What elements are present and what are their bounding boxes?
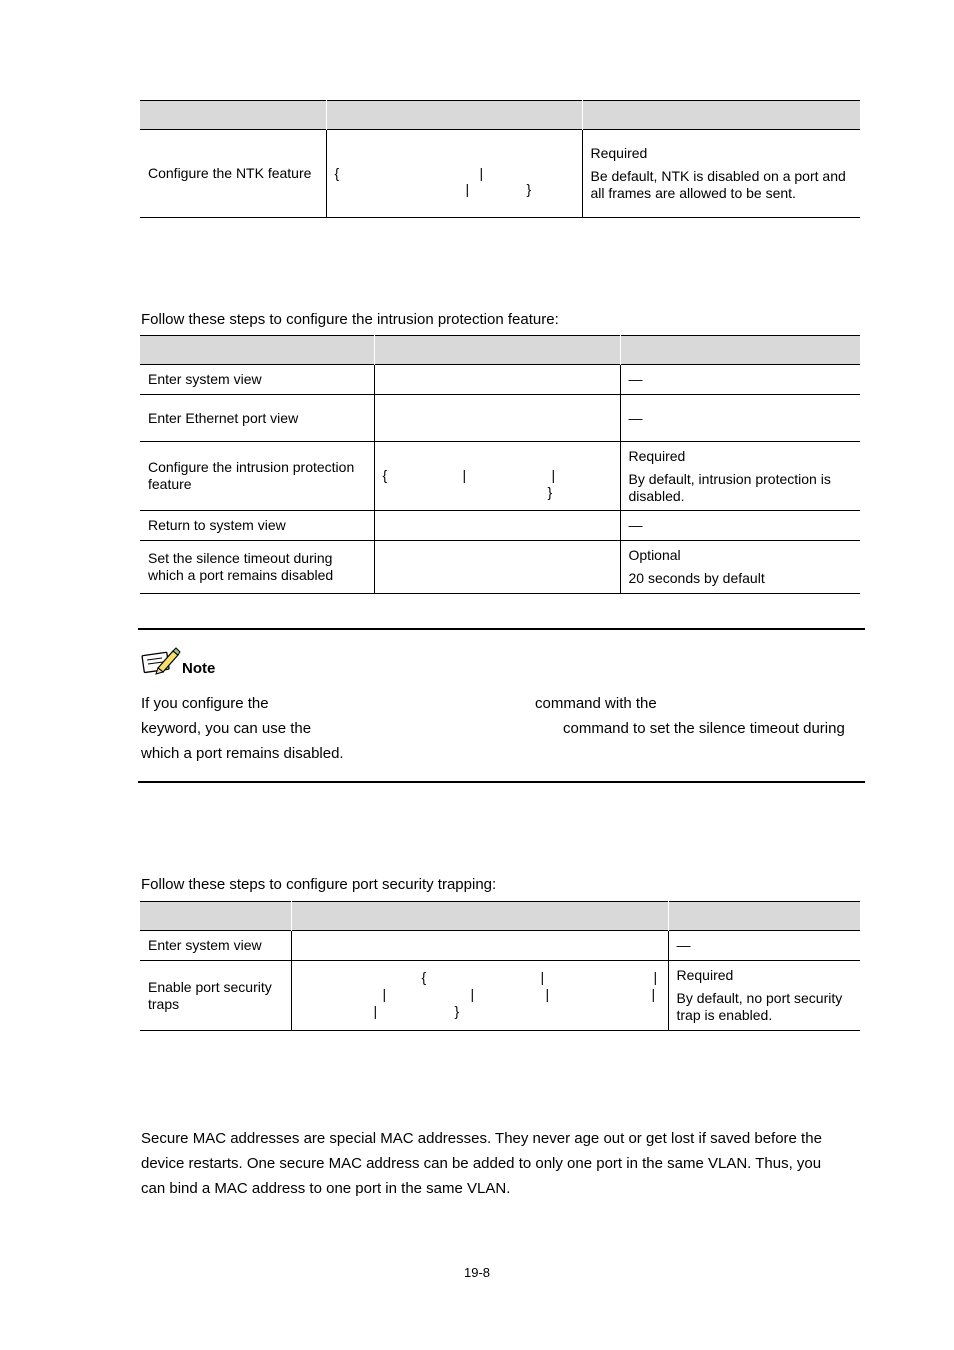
note-bottom-rule: [138, 781, 865, 783]
col-header-operation: [140, 336, 374, 365]
secure-mac-line: device restarts. One secure MAC address can be added to only one port in the same VLAN. Thus, you: [141, 1155, 822, 1172]
operation-cell: Configure the intrusion protection feature: [140, 442, 374, 511]
command-glyph: |: [470, 986, 475, 1002]
command-glyph: }: [526, 181, 532, 197]
table-header-row: [140, 902, 860, 931]
remarks-detail: By default, intrusion protection is disabled.: [628, 470, 831, 504]
command-cell: [291, 961, 668, 1031]
table-row: [140, 130, 860, 218]
operation-cell: Return to system view: [140, 511, 374, 541]
operation-cell: Set the silence timeout during which a port remains disabled: [140, 541, 374, 594]
command-cell: [374, 541, 620, 594]
col-header-command: [326, 101, 582, 130]
remarks-detail: By default, no port security trap is enabled.: [676, 990, 843, 1023]
remarks-detail: Be default, NTK is disabled on a port and all frames are allowed to be sent.: [590, 168, 846, 201]
table-row: [140, 541, 860, 594]
command-glyph: |: [462, 467, 467, 483]
table-header-row: [140, 101, 860, 130]
command-cell: [326, 130, 582, 218]
col-header-remarks: [582, 101, 860, 130]
page-number: 19-8: [463, 1265, 491, 1280]
command-glyph: {: [382, 467, 388, 483]
command-glyph: {: [334, 165, 340, 181]
trapping-intro: Follow these steps to configure port security trapping:: [141, 876, 497, 893]
secure-mac-line: Secure MAC addresses are special MAC addresses. They never age out or get lost if saved before the: [141, 1130, 822, 1147]
secure-mac-line: can bind a MAC address to one port in the same VLAN.: [141, 1180, 511, 1197]
col-header-command: [291, 902, 668, 931]
command-glyph: |: [382, 986, 387, 1002]
note-text: command to set the silence timeout during: [563, 720, 845, 737]
operation-cell: Enter system view: [140, 365, 374, 395]
command-cell: [374, 365, 620, 395]
table-row: [140, 961, 860, 1031]
command-cell: [374, 511, 620, 541]
operation-cell: Enter system view: [140, 931, 291, 961]
command-cell: [291, 931, 668, 961]
intrusion-table: [140, 335, 860, 594]
command-cell: [374, 442, 620, 511]
command-glyph: |: [551, 467, 556, 483]
col-header-command: [374, 336, 620, 365]
remarks-cell: —: [620, 365, 860, 395]
operation-cell: Enable port security traps: [140, 961, 291, 1031]
command-glyph: |: [545, 986, 550, 1002]
note-text: which a port remains disabled.: [141, 745, 344, 762]
remarks-cell: —: [620, 395, 860, 442]
note-top-rule: [138, 628, 865, 630]
remarks-cell: —: [668, 931, 860, 961]
remarks-status: Required: [590, 145, 648, 161]
remarks-status: Required: [676, 967, 734, 983]
command-glyph: |: [540, 969, 545, 985]
col-header-operation: [140, 902, 291, 931]
trapping-table: [140, 901, 860, 1031]
note-text: keyword, you can use the: [141, 720, 312, 737]
operation-cell: Configure the NTK feature: [140, 130, 326, 218]
command-cell: [374, 395, 620, 442]
command-glyph: |: [465, 181, 470, 197]
note-pencil-icon: [141, 647, 181, 677]
note-text: command with the: [535, 695, 657, 712]
remarks-status: Optional: [628, 547, 681, 563]
col-header-remarks: [668, 902, 860, 931]
remarks-status: Required: [628, 447, 686, 464]
remarks-cell: [620, 541, 860, 594]
intrusion-intro: Follow these steps to configure the intrusion protection feature:: [141, 311, 559, 328]
operation-cell: Enter Ethernet port view: [140, 395, 374, 442]
remarks-cell: [668, 961, 860, 1031]
remarks-cell: [582, 130, 860, 218]
remarks-cell: [620, 442, 860, 511]
table-header-row: [140, 336, 860, 365]
command-glyph: |: [653, 969, 658, 985]
remarks-detail: 20 seconds by default: [628, 570, 765, 586]
table-row: [140, 931, 860, 961]
command-glyph: |: [479, 165, 484, 181]
table-row: [140, 365, 860, 395]
note-text: If you configure the: [141, 695, 269, 712]
remarks-cell: —: [620, 511, 860, 541]
col-header-operation: [140, 101, 326, 130]
table-row: [140, 395, 860, 442]
col-header-remarks: [620, 336, 860, 365]
command-glyph: }: [454, 1003, 460, 1019]
command-glyph: }: [547, 484, 553, 500]
table-row: [140, 442, 860, 511]
note-title: Note: [182, 660, 216, 677]
ntk-table: [140, 100, 860, 218]
table-row: [140, 511, 860, 541]
command-glyph: {: [421, 969, 427, 985]
command-glyph: |: [651, 986, 656, 1002]
command-glyph: |: [373, 1003, 378, 1019]
